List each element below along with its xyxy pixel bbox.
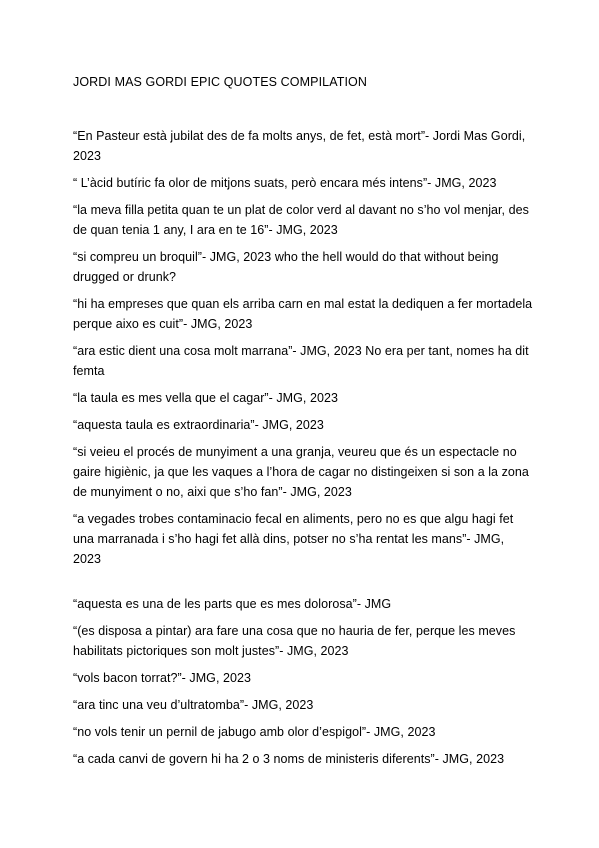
- quote: “En Pasteur està jubilat des de fa molts anys, de fet, està mort”- Jordi Mas Gordi, 2023: [73, 129, 526, 163]
- quotes-section-2: [73, 594, 533, 769]
- quote: “si veieu el procés de munyiment a una granja, veureu que és un espectacle no gaire higiènic, ja que les vaques a l’hora de cagar no distingeixen si son a la zona de munyiment o no, aixi que s’ho fan”- JMG, 2023: [73, 445, 529, 499]
- section-gap: [73, 576, 533, 594]
- quote: “a cada canvi de govern hi ha 2 o 3 noms de ministeris diferents”- JMG, 2023: [73, 752, 505, 766]
- quote: “(es disposa a pintar) ara fare una cosa que no hauria de fer, perque les meves habilitats pictoriques son molt justes”- JMG, 2023: [73, 624, 516, 658]
- quote: “la taula es mes vella que el cagar”- JMG, 2023: [73, 391, 338, 405]
- quote: “vols bacon torrat?”- JMG, 2023: [73, 671, 252, 685]
- quote: “no vols tenir un pernil de jabugo amb olor d’espigol”- JMG, 2023: [73, 725, 436, 739]
- quote: “la meva filla petita quan te un plat de color verd al davant no s’ho vol menjar, des de quan tenia 1 any, I ara en te 16”- JMG, 2023: [73, 203, 529, 237]
- quote: “si compreu un broquil”- JMG, 2023 who the hell would do that without being drugged or drunk?: [73, 250, 499, 284]
- quote: “aquesta es una de les parts que es mes dolorosa”- JMG: [73, 597, 392, 611]
- quote: “hi ha empreses que quan els arriba carn en mal estat la dediquen a fer mortadela perque aixo es cuit”- JMG, 2023: [73, 297, 533, 331]
- document-body: [73, 74, 533, 776]
- quote: “ L’àcid butíric fa olor de mitjons suats, però encara més intens”- JMG, 2023: [73, 176, 497, 190]
- quote: “a vegades trobes contaminacio fecal en aliments, pero no es que algu hagi fet una marranada i s’ho hagi fet allà dins, potser no s’ha rentat les mans”- JMG, 2023: [73, 512, 514, 566]
- quote: “aquesta taula es extraordinaria”- JMG, 2023: [73, 418, 324, 432]
- document-title: JORDI MAS GORDI EPIC QUOTES COMPILATION: [73, 75, 367, 89]
- quotes-section-1: [73, 126, 533, 569]
- quote: “ara tinc una veu d’ultratomba”- JMG, 2023: [73, 698, 314, 712]
- quote: “ara estic dient una cosa molt marrana”- JMG, 2023 No era per tant, nomes ha dit femta: [73, 344, 529, 378]
